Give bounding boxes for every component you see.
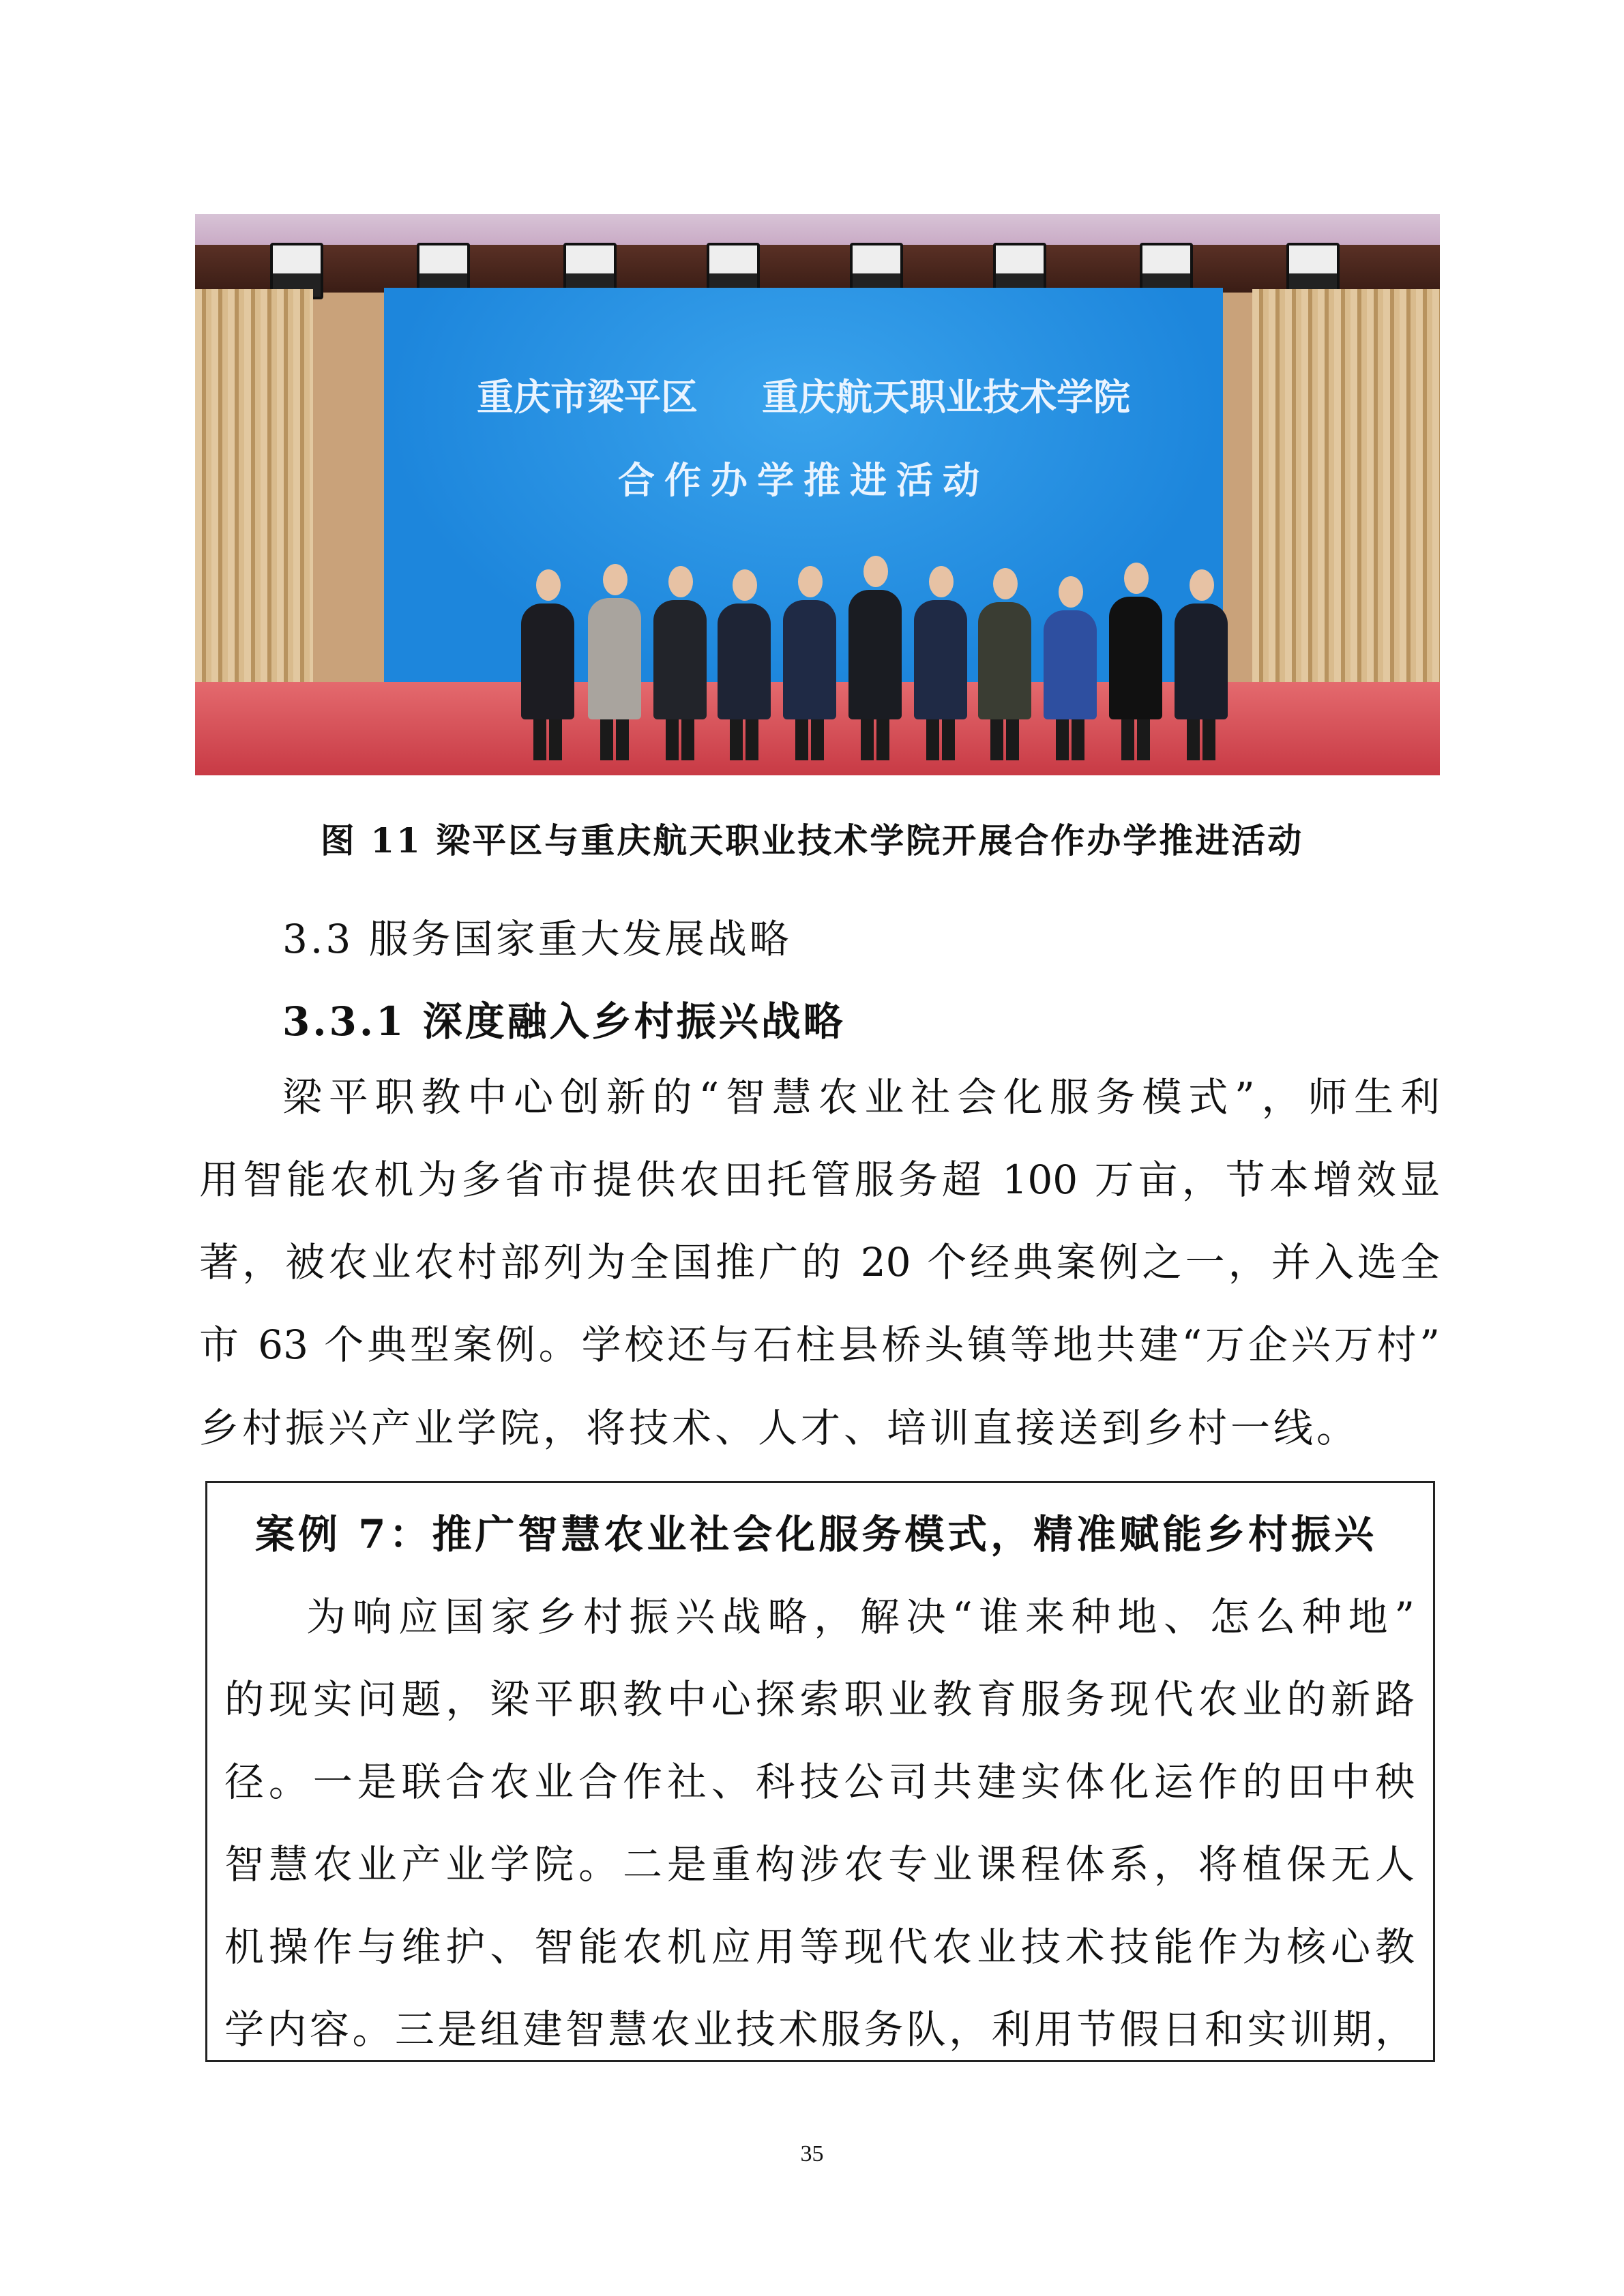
paragraph-line: 用智能农机为多省市提供农田托管服务超 100 万亩，节本增效显 <box>199 1157 1440 1203</box>
case-line: 学内容。三是组建智慧农业技术服务队，利用节假日和实训期， <box>224 2006 1415 2053</box>
person <box>653 600 707 719</box>
person <box>978 602 1031 719</box>
case-line: 径。一是联合农业合作社、科技公司共建实体化运作的田中秧 <box>224 1759 1415 1805</box>
page-number: 35 <box>800 2141 824 2166</box>
ceiling <box>195 214 1440 248</box>
subsection-heading: 3.3.1 深度融入乡村振兴战略 <box>282 998 846 1045</box>
screen-title-line2: 合作办学推进活动 <box>618 459 989 502</box>
person <box>914 600 967 719</box>
person <box>1175 603 1228 719</box>
paragraph-line: 著，被农业农村部列为全国推广的 20 个经典案例之一，并入选全 <box>199 1239 1440 1285</box>
person <box>783 600 836 719</box>
person <box>1109 597 1162 719</box>
section-heading: 3.3 服务国家重大发展战略 <box>282 916 792 962</box>
screen-title-line1: 重庆市梁平区 重庆航天职业技术学院 <box>477 376 1130 419</box>
person <box>848 590 902 719</box>
case-box <box>205 1481 1435 2062</box>
case-line: 机操作与维护、智能农机应用等现代农业技术技能作为核心教 <box>224 1924 1415 1970</box>
case-title: 案例 7：推广智慧农业社会化服务模式，精准赋能乡村振兴 <box>255 1511 1374 1557</box>
event-photo <box>195 214 1440 775</box>
curtain-left <box>195 289 313 698</box>
person <box>588 598 641 719</box>
paragraph-line: 市 63 个典型案例。学校还与石柱县桥头镇等地共建“万企兴万村” <box>199 1322 1440 1368</box>
person <box>521 603 574 719</box>
person <box>1044 610 1097 719</box>
person <box>718 603 771 719</box>
paragraph-line: 梁平职教中心创新的“智慧农业社会化服务模式”，师生利 <box>282 1074 1440 1120</box>
curtain-right <box>1252 289 1440 698</box>
figure-caption: 图 11 梁平区与重庆航天职业技术学院开展合作办学推进活动 <box>320 820 1304 861</box>
case-line: 的现实问题，梁平职教中心探索职业教育服务现代农业的新路 <box>224 1676 1415 1723</box>
case-line: 智慧农业产业学院。二是重构涉农专业课程体系，将植保无人 <box>224 1841 1415 1888</box>
stage-light-truss <box>195 245 1440 293</box>
paragraph-line: 乡村振兴产业学院，将技术、人才、培训直接送到乡村一线。 <box>199 1405 1360 1451</box>
case-line: 为响应国家乡村振兴战略，解决“谁来种地、怎么种地” <box>306 1594 1415 1640</box>
